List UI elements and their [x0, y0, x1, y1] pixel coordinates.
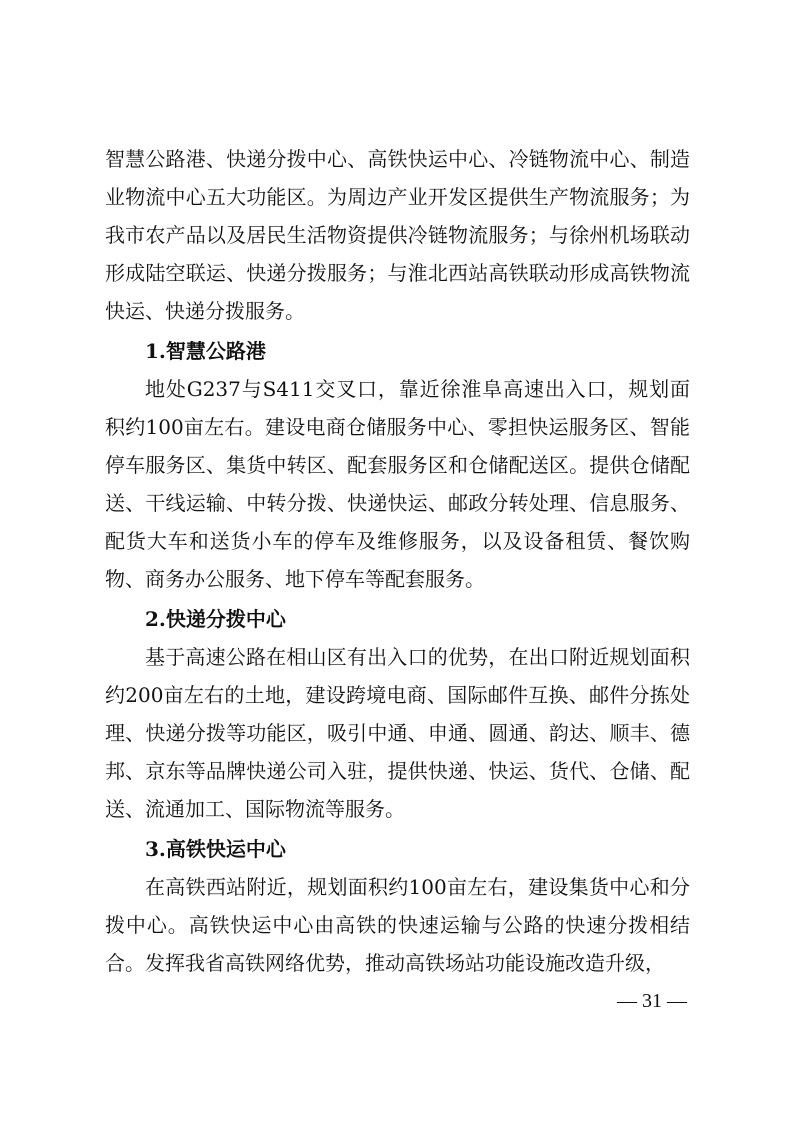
section-body-express-sorting-center: 基于高速公路在相山区有出入口的优势，在出口附近规划面积约200亩左右的土地，建设跨境电商、国际邮件互换、邮件分拣处理、快递分拨等功能区，吸引中通、申通、圆通、韵达、顺丰、德邦、京东等品牌快递公司入驻，提供快递、快运、货代、仓储、配送、流通加工、国际物流等服务。: [105, 645, 690, 821]
section-heading-express-sorting-center: 2.快递分拨中心: [145, 607, 286, 631]
document-page: [105, 140, 690, 982]
section-heading-high-speed-rail-express-center: 3.高铁快运中心: [145, 837, 286, 861]
intro-paragraph: 智慧公路港、快递分拨中心、高铁快运中心、冷链物流中心、制造业物流中心五大功能区。为周边产业开发区提供生产物流服务；为我市农产品以及居民生活物资提供冷链物流服务；与徐州机场联动形成陆空联运、快递分拨服务；与淮北西站高铁联动形成高铁物流快运、快递分拨服务。: [105, 147, 690, 323]
section-body-smart-highway-port: 地处G237与S411交叉口，靠近徐淮阜高速出入口，规划面积约100亩左右。建设电商仓储服务中心、零担快运服务区、智能停车服务区、集货中转区、配套服务区和仓储配送区。提供仓储配送、干线运输、中转分拨、快递快运、邮政分转处理、信息服务、配货大车和送货小车的停车及维修服务，以及设备租赁、餐饮购物、商务办公服务、地下停车等配套服务。: [105, 377, 690, 591]
section-heading-smart-highway-port: 1.智慧公路港: [145, 339, 266, 363]
section-body-high-speed-rail-express-center: 在高铁西站附近，规划面积约100亩左右，建设集货中心和分拨中心。高铁快运中心由高铁的快速运输与公路的快速分拨相结合。发挥我省高铁网络优势，推动高铁场站功能设施改造升级，: [105, 875, 690, 975]
page-number: — 31 —: [617, 990, 687, 1012]
